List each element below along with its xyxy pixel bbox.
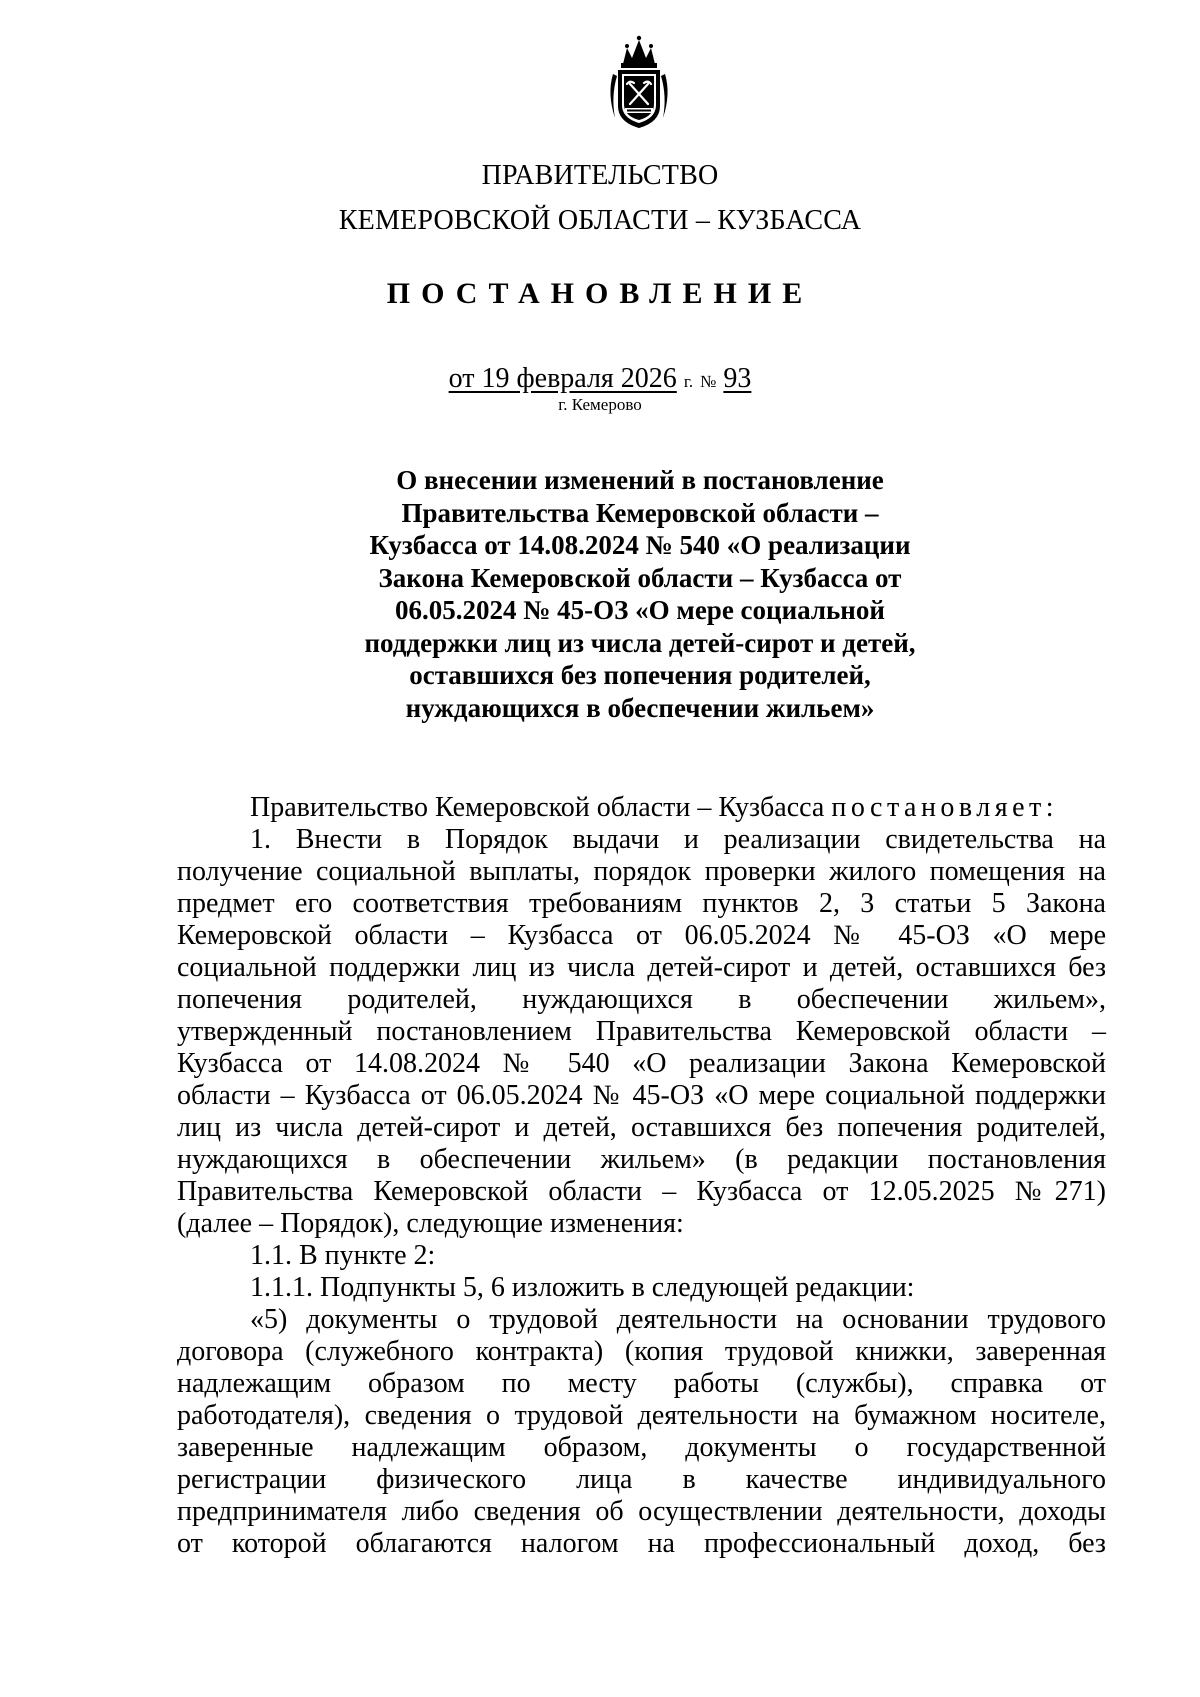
title-line: Кузбасса от 14.08.2024 № 540 «О реализации: [369, 530, 911, 560]
document-date: от 19 февраля 2026: [448, 363, 677, 394]
body-line: попечения родителей, нуждающихся в обеспечении жильем»,: [177, 984, 1106, 1015]
preamble: [250, 793, 1106, 823]
city-name: г. Кемерово: [558, 395, 642, 414]
preamble-verb: постановляет:: [831, 792, 1059, 823]
document-number: 93: [723, 363, 752, 394]
body-line: получение социальной выплаты, порядок проверки жилого помещения на: [177, 856, 1106, 887]
body-line: заверенные надлежащим образом, документы о государственной: [177, 1432, 1106, 1463]
body-line: предпринимателя либо сведения об осуществлении деятельности, доходы: [177, 1496, 1106, 1527]
body-line: Кузбасса от 14.08.2024 № 540 «О реализации Закона Кемеровской: [177, 1048, 1106, 1079]
body-line: работодателя), сведения о трудовой деятельности на бумажном носителе,: [177, 1400, 1106, 1431]
body-line: Правительства Кемеровской области – Кузбасса от 12.05.2025 №271): [177, 1176, 1106, 1207]
body-line: договора (служебного контракта) (копия трудовой книжки, заверенная: [177, 1336, 1106, 1367]
body-line: 1.1. В пункте 2:: [250, 1240, 436, 1271]
body-line: (далее – Порядок), следующие изменения:: [177, 1208, 684, 1239]
document-type-heading: ПОСТАНОВЛЕНИЕ: [386, 277, 814, 310]
government-name-line1: ПРАВИТЕЛЬСТВО: [481, 160, 719, 191]
title-line: 06.05.2024 № 45-ОЗ «О мере социальной: [395, 595, 885, 625]
number-sign: №: [700, 372, 717, 391]
coat-of-arms-icon: [603, 34, 675, 130]
body-line: области – Кузбасса от 06.05.2024 № 45-ОЗ «О мере социальной поддержки: [177, 1080, 1106, 1111]
body-line: «5) документы о трудовой деятельности на основании трудового: [250, 1304, 1106, 1335]
date-number-line: [0, 363, 1200, 395]
body-line: предмет его соответствия требованиям пунктов 2, 3 статьи 5 Закона: [177, 888, 1106, 919]
body-line: утвержденный постановлением Правительства Кемеровской области –: [177, 1016, 1106, 1047]
preamble-text: Правительство Кемеровской области – Кузбасса: [250, 792, 825, 823]
government-name-line2: КЕМЕРОВСКОЙ ОБЛАСТИ – КУЗБАССА: [338, 205, 862, 236]
title-line: поддержки лиц из числа детей-сирот и детей,: [364, 627, 916, 658]
body-line: нуждающихся в обеспечении жильем» (в редакции постановления: [177, 1144, 1106, 1175]
body-line: регистрации физического лица в качестве индивидуального: [177, 1464, 1106, 1495]
body-line: социальной поддержки лиц из числа детей-сирот и детей, оставшихся без: [177, 952, 1106, 983]
body-line: от которой облагаются налогом на профессиональный доход, без: [177, 1528, 1106, 1559]
title-line: Закона Кемеровской области – Кузбасса от: [378, 562, 902, 593]
title-line: Правительства Кемеровской области –: [401, 497, 879, 528]
body-line: 1. Внести в Порядок выдачи и реализации свидетельства на: [250, 824, 1106, 855]
body-line: 1.1.1. Подпункты 5, 6 изложить в следующей редакции:: [250, 1272, 915, 1303]
title-line: оставшихся без попечения родителей,: [409, 660, 871, 690]
body-line: Кемеровской области – Кузбасса от 06.05.2024 № 45-ОЗ «О мере: [177, 920, 1106, 951]
body-line: надлежащим образом по месту работы (службы), справка от: [177, 1368, 1106, 1399]
title-line: О внесении изменений в постановление: [396, 465, 884, 495]
document-title: [300, 464, 980, 724]
title-line: нуждающихся в обеспечении жильем»: [405, 692, 875, 723]
body-line: лиц из числа детей-сирот и детей, оставшихся без попечения родителей,: [177, 1112, 1106, 1143]
year-suffix: г.: [683, 372, 694, 391]
